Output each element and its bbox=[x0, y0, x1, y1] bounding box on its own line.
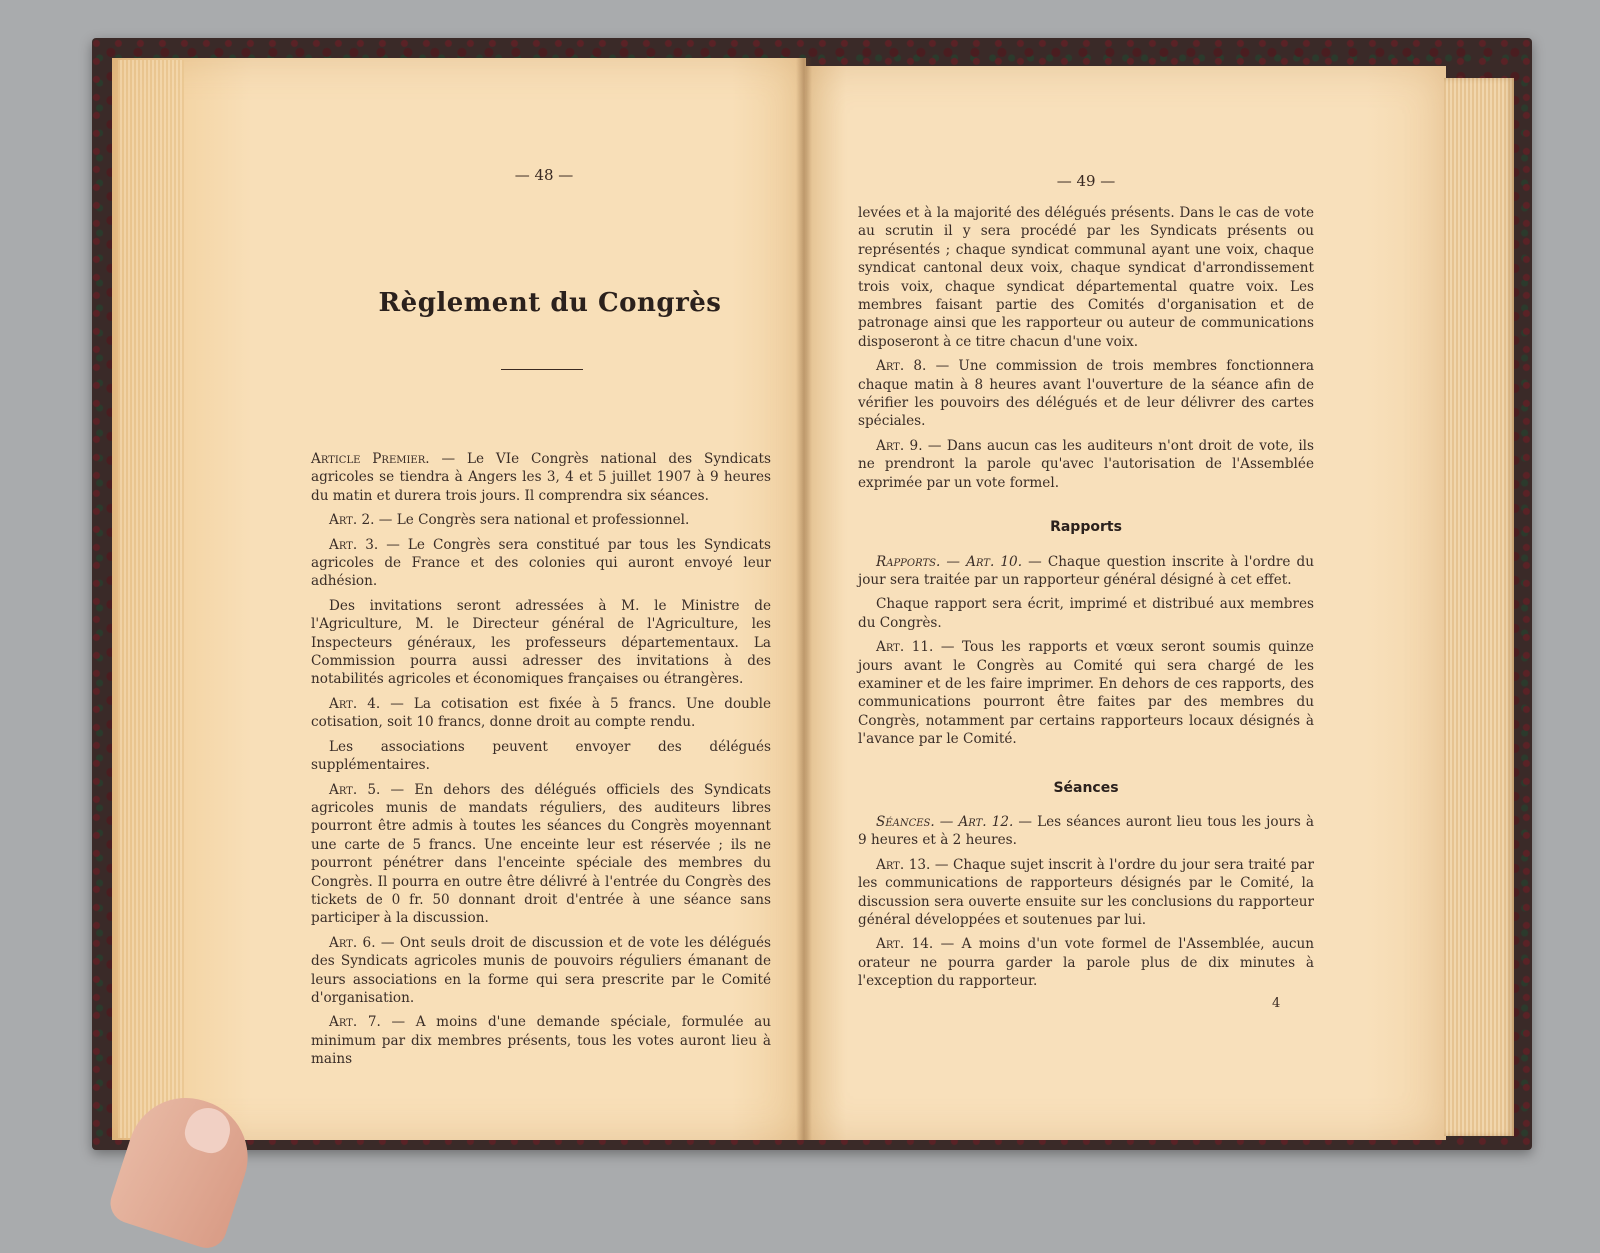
paragraph bbox=[311, 934, 771, 1008]
paragraph bbox=[858, 638, 1314, 748]
article-text: — Dans aucun cas les auditeurs n'ont droit de vote, ils ne prendront la parole qu'avec l'autorisation de l'Assemblée exprimée par un vote formel. bbox=[858, 437, 1315, 491]
section-heading-seances: Séances bbox=[1053, 779, 1119, 796]
paragraph bbox=[311, 450, 771, 505]
article-label: Article Premier. bbox=[311, 451, 430, 467]
article-label: Art. 7. bbox=[329, 1014, 381, 1031]
article-text: — En dehors des délégués officiels des Syndicats agricoles munis de mandats réguliers, des auditeurs libres pourront être admis à toutes les séances du Congrès moyennant une carte de 5 francs. Une enceinte leur est réservée ; ils ne pourront pénétrer dans l'enceinte spéciale des membres du Congrès. Il pourra en outre être délivré à l'entrée du Congrès des tickets de 0 fr. 50 donnant droit d'entrée à une séance sans participer à la discussion. bbox=[311, 781, 771, 927]
article-label: Art. 8. bbox=[876, 358, 927, 375]
article-text: — A moins d'un vote formel de l'Assemblée, aucun orateur ne pourra garder la parole plus de dix minutes à l'exception du rapporteur. bbox=[858, 936, 1314, 990]
article-label: Art. 11. bbox=[876, 639, 934, 656]
paragraph bbox=[311, 511, 771, 529]
paragraph bbox=[311, 597, 771, 689]
article-text: Chaque rapport sera écrit, imprimé et distribué aux membres du Congrès. bbox=[858, 596, 1314, 631]
paragraph bbox=[311, 738, 771, 775]
article-label: Rapports. — Art. 10. bbox=[876, 553, 1023, 570]
paragraph bbox=[858, 935, 1314, 990]
paragraph bbox=[858, 595, 1314, 632]
article-text: — A moins d'une demande spéciale, formulée au minimum par dix membres présents, tous les votes auront lieu à mains bbox=[311, 1014, 772, 1068]
paragraph bbox=[858, 437, 1314, 492]
article-text: — Le Congrès sera national et professionnel. bbox=[374, 512, 690, 529]
title-divider bbox=[501, 369, 583, 370]
article-text: — Ont seuls droit de discussion et de vote les délégués des Syndicats agricoles munis de pouvoirs réguliers émanant de leurs associations en la forme qui sera prescrite par le Comité d'organisation. bbox=[311, 934, 772, 1006]
book-gutter bbox=[796, 58, 812, 1140]
article-label: Art. 6. bbox=[329, 934, 376, 951]
paragraph bbox=[311, 781, 771, 928]
article-text: Des invitations seront adressées à M. le Ministre de l'Agriculture, M. le Directeur général de l'Agriculture, les Inspecteurs généraux, les professeurs départementaux. La Commission pourra aussi adresser des invitations à des notabilités agricoles et économiques françaises ou étrangères. bbox=[311, 597, 771, 688]
paragraph bbox=[858, 553, 1314, 590]
paragraph bbox=[858, 204, 1314, 351]
article-text: — Les séances auront lieu tous les jours à 9 heures et à 2 heures. bbox=[858, 813, 1315, 849]
paragraph bbox=[311, 1013, 771, 1068]
paragraph bbox=[311, 536, 771, 591]
article-text: — La cotisation est fixée à 5 francs. Une double cotisation, soit 10 francs, donne droit au compte rendu. bbox=[311, 695, 771, 731]
article-text: — Le Congrès sera constitué par tous les Syndicats agricoles de France et des colonies qui auront envoyé leur adhésion. bbox=[311, 536, 771, 590]
article-label: Art. 9. bbox=[876, 437, 923, 454]
article-text: — Une commission de trois membres fonctionnera chaque matin à 8 heures avant l'ouverture de la séance afin de vérifier les pouvoirs des délégués et de leur délivrer des cartes spéciales. bbox=[858, 358, 1315, 430]
article-text: — Le VIe Congrès national des Syndicats agricoles se tiendra à Angers les 3, 4 et 5 juillet 1907 à 9 heures du matin et durera trois jours. Il comprendra six séances. bbox=[311, 451, 771, 504]
article-label: Art. 13. bbox=[876, 856, 931, 873]
article-label: Art. 14. bbox=[876, 936, 934, 953]
article-text: levées et à la majorité des délégués présents. Dans le cas de vote au scrutin il y sera procédé par les Syndicats présents ou représentés ; chaque syndicat communal ayant une voix, chaque syndicat cantonal deux voix, chaque syndicat d'arrondissement trois voix, chaque syndicat départemental quatre voix. Les membres faisant partie des Comités d'organisation et de patronage ainsi que les rapporteur ou auteur de communications disposeront à ce titre chacun d'une voix. bbox=[858, 205, 1314, 350]
article-text: — Chaque sujet inscrit à l'ordre du jour sera traité par les communications de rapporteurs désignés par le Comité, la discussion sera ouverte ensuite sur les conclusions du rapporteur général développées et soutenues par lui. bbox=[858, 856, 1314, 928]
right-page-number: — 49 — bbox=[1056, 172, 1116, 190]
paragraph bbox=[858, 856, 1314, 930]
article-label: Art. 2. bbox=[329, 512, 375, 529]
left-page-number: — 48 — bbox=[514, 166, 574, 184]
section-heading-rapports: Rapports bbox=[1050, 519, 1122, 536]
article-label: Art. 4. bbox=[329, 695, 381, 712]
left-page-text bbox=[311, 450, 771, 1075]
article-text: — Chaque question inscrite à l'ordre du jour sera traitée par un rapporteur général désigné à cet effet. bbox=[858, 553, 1314, 588]
paragraph bbox=[858, 357, 1314, 431]
article-label: Séances. — Art. 12. bbox=[876, 813, 1014, 830]
article-text: Les associations peuvent envoyer des délégués supplémentaires. bbox=[311, 738, 771, 774]
right-page-edges bbox=[1444, 78, 1514, 1136]
article-label: Art. 3. bbox=[329, 536, 379, 553]
right-page-text bbox=[858, 204, 1314, 997]
left-page-edges bbox=[118, 60, 184, 1138]
article-label: Art. 5. bbox=[329, 781, 381, 798]
paragraph bbox=[858, 813, 1314, 850]
article-text: — Tous les rapports et vœux seront soumis quinze jours avant le Congrès au Comité qui sera chargé de les examiner et de les faire imprimer. En dehors de ces rapports, des communications pourront être faites par des membres du Congrès, notamment par certains rapporteurs locaux désignés à l'avance par le Comité. bbox=[858, 639, 1314, 748]
signature-mark: 4 bbox=[1272, 996, 1281, 1011]
paragraph bbox=[311, 695, 771, 732]
page-title: Règlement du Congrès bbox=[378, 288, 722, 318]
